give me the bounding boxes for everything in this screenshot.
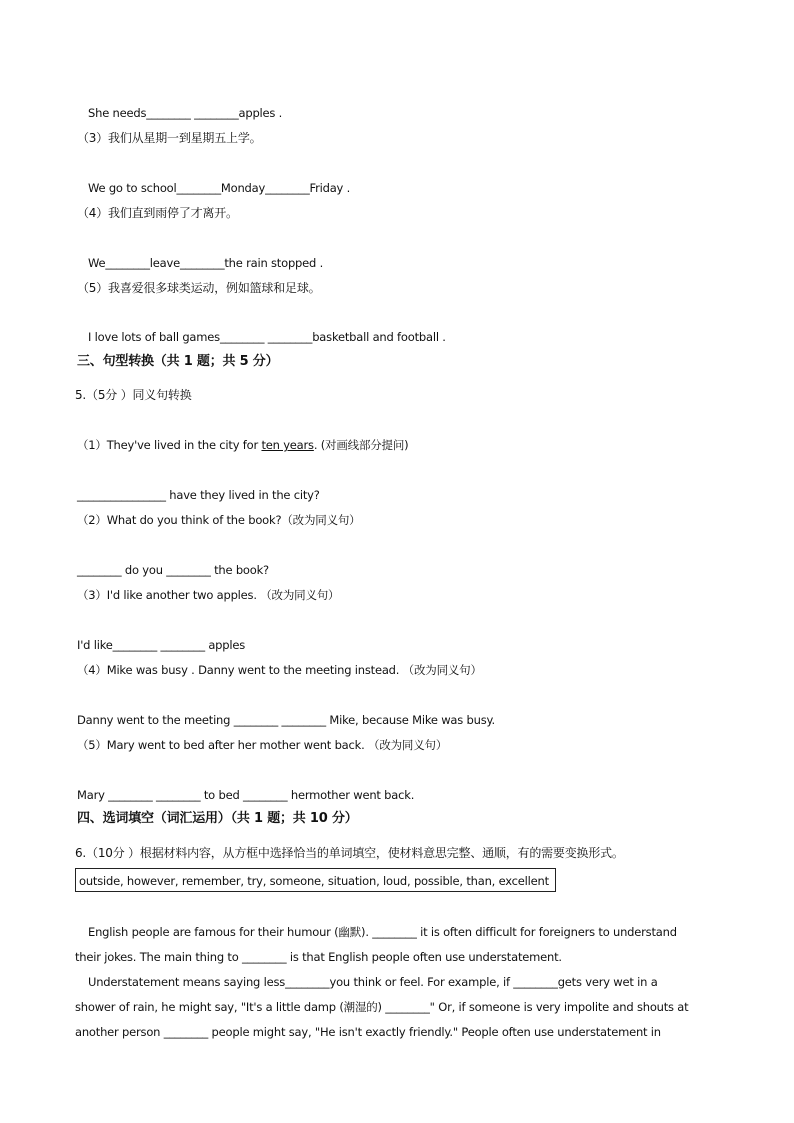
- underlined-phrase: ten years: [261, 438, 314, 452]
- word-box: [75, 868, 556, 892]
- passage-line: another person ________ people might say, "He isn't exactly friendly." People often use understatement in: [75, 1025, 661, 1039]
- answer-line: She needs________ ________apples .: [88, 106, 283, 120]
- section-heading: 三、句型转换（共 1 题；共 5 分）: [77, 354, 279, 369]
- question-prompt: （4）Mike was busy . Danny went to the meeting instead. （改为同义句）: [77, 663, 482, 677]
- answer-line: Danny went to the meeting ________ ________ Mike, because Mike was busy.: [77, 713, 495, 727]
- passage-line: their jokes. The main thing to ________ is that English people often use understatement.: [75, 950, 562, 964]
- answer-line: I'd like________ ________ apples: [77, 638, 246, 652]
- word-list: outside, however, remember, try, someone, situation, loud, possible, than, excellent: [79, 874, 549, 888]
- answer-line: ________________ have they lived in the city?: [77, 488, 320, 502]
- answer-line: We go to school________Monday________Friday .: [88, 181, 351, 195]
- question-prompt: （5）Mary went to bed after her mother went back. （改为同义句）: [77, 738, 448, 752]
- prompt-instruction: . (对画线部分提问): [313, 438, 409, 452]
- passage-line: shower of rain, he might say, "It's a little damp (潮湿的) ________" Or, if someone is very impolite and shouts at: [75, 1000, 689, 1014]
- question-prompt: （4）我们直到雨停了才离开。: [77, 206, 238, 220]
- question-prompt: （3）I'd like another two apples. （改为同义句）: [77, 588, 340, 602]
- answer-line: I love lots of ball games________ ________basketball and football .: [88, 330, 446, 344]
- question-prompt: （5）我喜爱很多球类运动，例如篮球和足球。: [77, 281, 321, 295]
- question-number: 6.（10分 ）根据材料内容，从方框中选择恰当的单词填空，使材料意思完整、通顺，有的需要变换形式。: [75, 846, 624, 860]
- answer-line: We________leave________the rain stopped .: [88, 256, 324, 270]
- question-number: 5.（5分 ）同义句转换: [75, 388, 192, 402]
- passage-line: Understatement means saying less________you think or feel. For example, if ________gets very wet in a: [88, 975, 658, 989]
- answer-line: Mary ________ ________ to bed ________ hermother went back.: [77, 788, 415, 802]
- prompt-text: （1）They've lived in the city for: [77, 438, 262, 452]
- section-heading: 四、选词填空（词汇运用）（共 1 题；共 10 分）: [77, 811, 358, 826]
- question-prompt: [77, 437, 408, 453]
- question-prompt: （3）我们从星期一到星期五上学。: [77, 131, 262, 145]
- question-prompt: （2）What do you think of the book?（改为同义句）: [77, 513, 361, 527]
- answer-line: ________ do you ________ the book?: [77, 563, 269, 577]
- passage-line: English people are famous for their humour (幽默). ________ it is often difficult for foreigners to understand: [88, 925, 677, 939]
